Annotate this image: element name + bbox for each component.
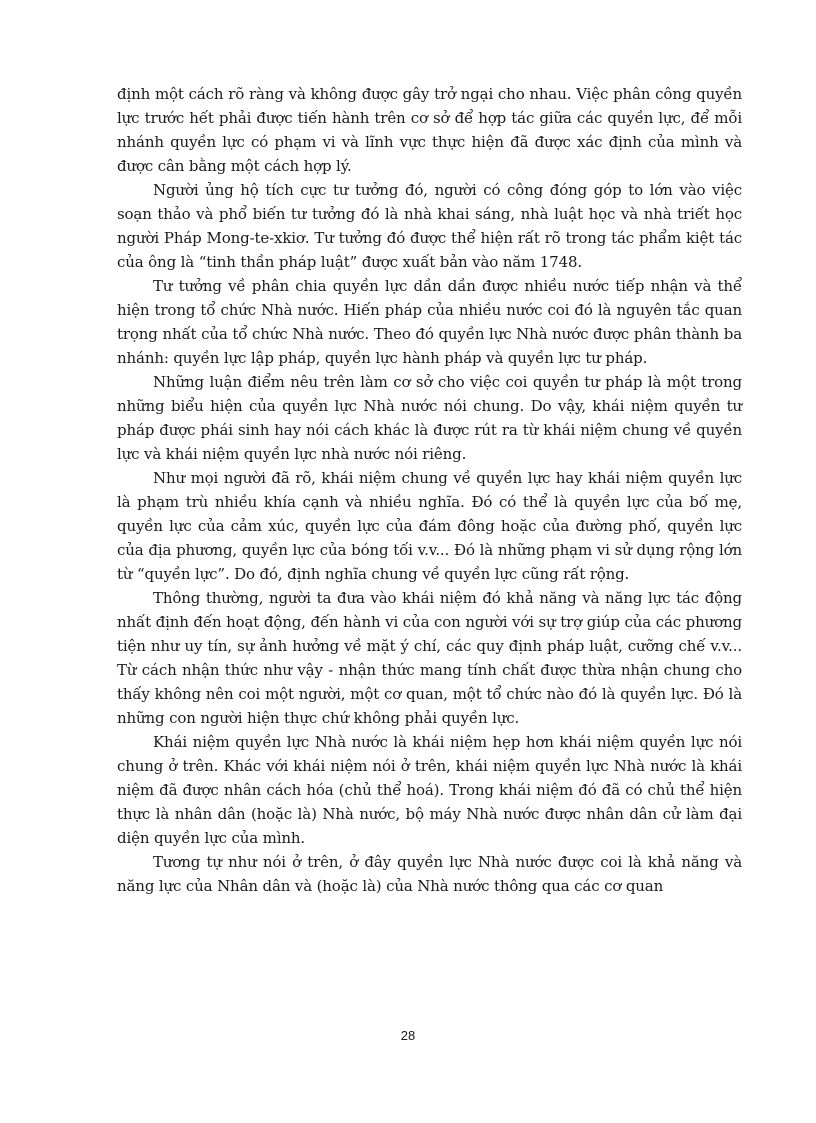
page-number: 28 (400, 1028, 416, 1043)
paragraph: Người ủng hộ tích cực tư tưởng đó, người có công đóng góp to lớn vào việc soạn thảo và phổ biến tư tưởng đó là nhà khai sáng, nhà luật học và nhà triết học người Pháp Mong-te-xkiơ. Tư tưởng đó được thể hiện rất rõ trong tác phẩm kiệt tác của ông là “tinh thần pháp luật” được xuất bản vào năm 1748. (117, 181, 742, 271)
paragraph: định một cách rõ ràng và không được gây trở ngại cho nhau. Việc phân công quyền lực trước hết phải được tiến hành trên cơ sở để hợp tác giữa các quyền lực, để mỗi nhánh quyền lực có phạm vi và lĩnh vực thực hiện đã được xác định của mình và được cân bằng một cách hợp lý. (117, 85, 742, 175)
document-body (117, 82, 742, 898)
paragraph: Như mọi người đã rõ, khái niệm chung về quyền lực hay khái niệm quyền lực là phạm trù nhiều khía cạnh và nhiều nghĩa. Đó có thể là quyền lực của bố mẹ, quyền lực của cảm xúc, quyền lực của đám đông hoặc của đường phố, quyền lực của địa phương, quyền lực của bóng tối v.v... Đó là những phạm vi sử dụng rộng lớn từ “quyền lực”. Do đó, định nghĩa chung về quyền lực cũng rất rộng. (117, 469, 742, 583)
paragraph: Khái niệm quyền lực Nhà nước là khái niệm hẹp hơn khái niệm quyền lực nói chung ở trên. Khác với khái niệm nói ở trên, khái niệm quyền lực Nhà nước là khái niệm đã được nhân cách hóa (chủ thể hoá). Trong khái niệm đó đã có chủ thể hiện thực là nhân dân (hoặc là) Nhà nước, bộ máy Nhà nước được nhân dân cử làm đại diện quyền lực của mình. (117, 733, 742, 847)
paragraph: Thông thường, người ta đưa vào khái niệm đó khả năng và năng lực tác động nhất định đến hoạt động, đến hành vi của con người với sự trợ giúp của các phương tiện như uy tín, sự ảnh hưởng về mặt ý chí, các quy định pháp luật, cưỡng chế v.v... Từ cách nhận thức như vậy - nhận thức mang tính chất được thừa nhận chung cho thấy không nên coi một người, một cơ quan, một tổ chức nào đó là quyền lực. Đó là những con người hiện thực chứ không phải quyền lực. (117, 589, 742, 727)
paragraph: Tư tưởng về phân chia quyền lực dần dần được nhiều nước tiếp nhận và thể hiện trong tổ chức Nhà nước. Hiến pháp của nhiều nước coi đó là nguyên tắc quan trọng nhất của tổ chức Nhà nước. Theo đó quyền lực Nhà nước được phân thành ba nhánh: quyền lực lập pháp, quyền lực hành pháp và quyền lực tư pháp. (117, 277, 742, 367)
paragraph: Những luận điểm nêu trên làm cơ sở cho việc coi quyền tư pháp là một trong những biểu hiện của quyền lực Nhà nước nói chung. Do vậy, khái niệm quyền tư pháp được phái sinh hay nói cách khác là được rút ra từ khái niệm chung về quyền lực và khái niệm quyền lực nhà nước nói riêng. (117, 373, 742, 463)
paragraph: Tương tự như nói ở trên, ở đây quyền lực Nhà nước được coi là khả năng và năng lực của Nhân dân và (hoặc là) của Nhà nước thông qua các cơ quan (117, 853, 742, 895)
